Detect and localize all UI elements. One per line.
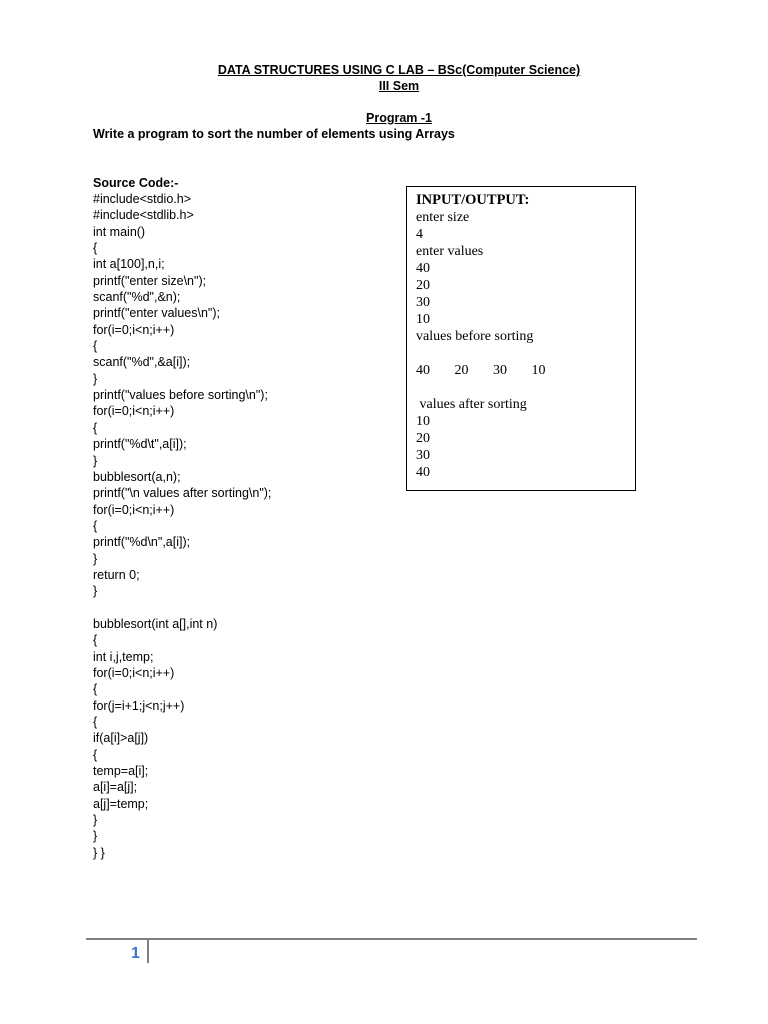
io-line: values after sorting [416, 397, 527, 412]
code-line: } [93, 551, 98, 566]
code-line: { [93, 339, 98, 354]
code-line: { [93, 518, 98, 533]
io-line: enter values [416, 244, 484, 259]
io-line: 20 [416, 278, 430, 293]
io-line: 30 [416, 448, 430, 463]
code-line: for(i=0;i<n;i++) [93, 502, 175, 517]
code-line: scanf("%d",&n); [93, 290, 181, 305]
io-line [416, 379, 546, 396]
code-line: { [93, 241, 98, 256]
io-line [416, 345, 546, 362]
io-line: 40 [416, 465, 430, 480]
code-line: bubblesort(a,n); [93, 469, 181, 484]
code-line: } [93, 813, 98, 828]
code-line: { [93, 682, 98, 697]
code-line: int i,j,temp; [93, 649, 154, 664]
io-line: 4 [416, 227, 423, 242]
code-line [93, 600, 271, 616]
code-line: printf("enter values\n"); [93, 306, 220, 321]
io-line: 40 [416, 261, 430, 276]
code-line: printf("enter size\n"); [93, 273, 207, 288]
code-line: int a[100],n,i; [93, 257, 165, 272]
code-line: } } [93, 845, 105, 860]
io-line: 10 [416, 414, 430, 429]
code-line: int main() [93, 224, 146, 239]
semester-label: III Sem [378, 79, 420, 93]
code-line: scanf("%d",&a[i]); [93, 355, 191, 370]
code-line: { [93, 747, 98, 762]
io-line: enter size [416, 210, 470, 225]
code-line: for(i=0;i<n;i++) [93, 404, 175, 419]
page-number-divider [147, 940, 149, 963]
code-line: } [93, 829, 98, 844]
source-code-label: Source Code:- [93, 176, 179, 190]
task-statement: Write a program to sort the number of elements using Arrays [93, 127, 455, 141]
code-line: for(i=0;i<n;i++) [93, 322, 175, 337]
code-line: bubblesort(int a[],int n) [93, 616, 218, 631]
code-line: printf("values before sorting\n"); [93, 388, 268, 403]
code-line: if(a[i]>a[j]) [93, 731, 149, 746]
code-line: #include<stdlib.h> [93, 208, 194, 223]
io-title: INPUT/OUTPUT: [416, 192, 530, 208]
program-heading: Program -1 [366, 111, 432, 125]
code-line: return 0; [93, 567, 140, 582]
io-output-box [406, 186, 636, 491]
document-title: DATA STRUCTURES USING C LAB – BSc(Computer Science) [217, 63, 581, 77]
code-line: for(i=0;i<n;i++) [93, 665, 175, 680]
footer-rule [86, 938, 697, 940]
code-line: } [93, 453, 98, 468]
code-line: #include<stdio.h> [93, 192, 191, 206]
code-line: { [93, 633, 98, 648]
code-line: for(j=i+1;j<n;j++) [93, 698, 185, 713]
code-line: } [93, 584, 98, 599]
io-lines [416, 209, 546, 481]
io-line: 20 [416, 431, 430, 446]
code-line: printf("\n values after sorting\n"); [93, 486, 272, 501]
source-code-block [93, 191, 271, 861]
code-line: printf("%d\n",a[i]); [93, 535, 191, 550]
io-line: values before sorting [416, 329, 534, 344]
code-line: } [93, 371, 98, 386]
code-line: { [93, 420, 98, 435]
page-number: 1 [131, 945, 140, 962]
code-line: temp=a[i]; [93, 764, 149, 779]
code-line: a[j]=temp; [93, 796, 149, 811]
code-line: { [93, 715, 98, 729]
io-line: 30 [416, 295, 430, 310]
code-line: a[i]=a[j]; [93, 780, 138, 795]
io-line: 10 [416, 312, 430, 327]
io-line: 40 20 30 10 [416, 363, 546, 378]
code-line: printf("%d\t",a[i]); [93, 437, 187, 452]
